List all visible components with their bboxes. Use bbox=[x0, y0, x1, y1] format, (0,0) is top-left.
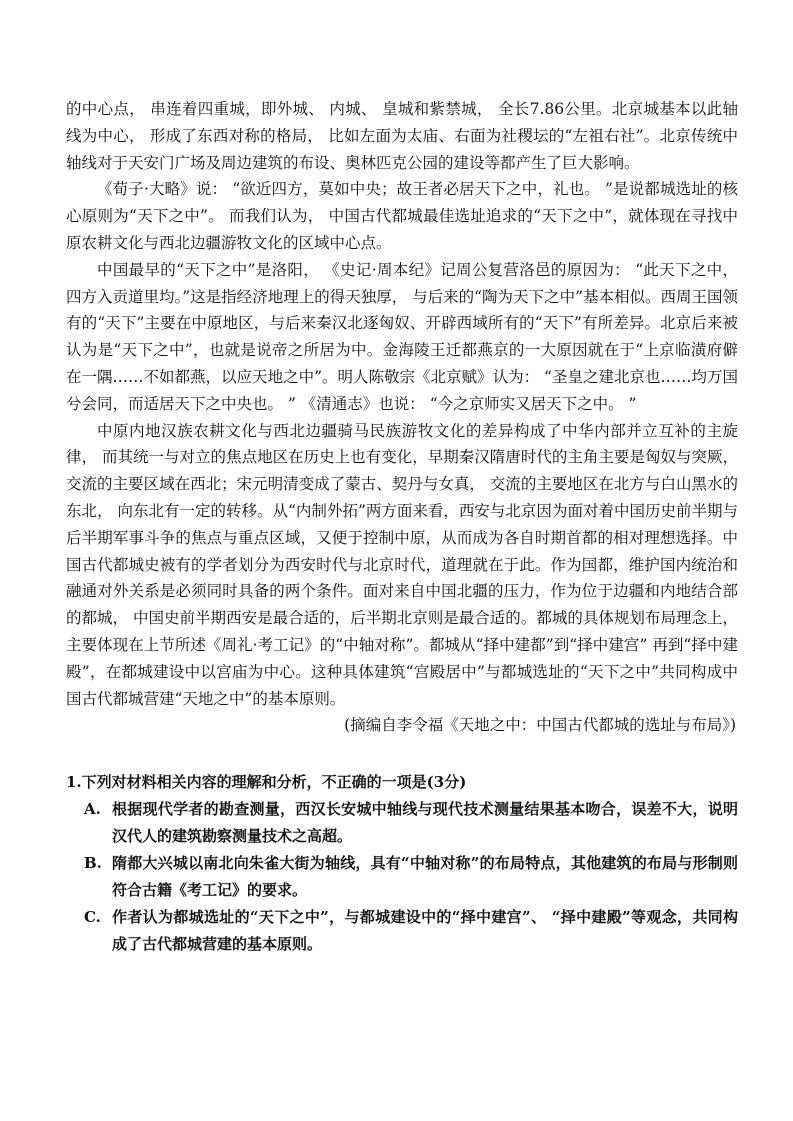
passage-paragraph-1: 的中心点， 串连着四重城，即外城、 内城、 皇城和紫禁城， 全长7.86公里。北京城基本以此轴线为中心， 形成了东西对称的格局， 比如左面为太庙、右面为社稷坛的“左祖右社”。北京传统中轴线对于天安门广场及周边建筑的布设、奥林匹克公园的建设等都产生了巨大影响。 bbox=[66, 100, 738, 172]
option-text: 隋都大兴城以南北向朱雀大街为轴线，具有“中轴对称”的布局特点，其他建筑的布局与形制则符合古籍《考工记》的要求。 bbox=[112, 854, 738, 900]
option-a[interactable] bbox=[66, 796, 738, 850]
passage-paragraph-2: 《荀子·大略》说： “欲近四方，莫如中央；故王者必居天下之中，礼也。 ”是说都城选址的核心原则为“天下之中”。 而我们认为， 中国古代都城最佳选址追求的“天下之中”，就体现在寻找中原农耕文化与西北边疆游牧文化的区域中心点。 bbox=[66, 180, 738, 252]
document-page bbox=[66, 96, 738, 958]
source-citation: (摘编自李令福《天地之中：中国古代都城的选址与布局》) bbox=[344, 716, 736, 735]
option-text: 根据现代学者的勘查测量，西汉长安城中轴线与现代技术测量结果基本吻合，误差不大，说明汉代人的建筑勘察测量技术之高超。 bbox=[112, 800, 738, 846]
option-letter: C. bbox=[84, 908, 101, 927]
question-stem: 1.下列对材料相关内容的理解和分析，不正确的一项是(3分) bbox=[66, 773, 467, 792]
option-text: 作者认为都城选址的“天下之中”，与都城建设中的“择中建宫”、 “择中建殿”等观念，共同构成了古代都城营建的基本原则。 bbox=[112, 908, 738, 954]
option-letter: A. bbox=[84, 800, 101, 819]
option-b[interactable] bbox=[66, 850, 738, 904]
passage-paragraph-4: 中原内地汉族农耕文化与西北边疆骑马民族游牧文化的差异构成了中华内部并立互补的主旋律， 而其统一与对立的焦点地区在历史上也有变化，早期秦汉隋唐时代的主角主要是匈奴与突厥， 交流的主要区域在西北；宋元明清变成了蒙古、契丹与女真， 交流的主要地区在北方与白山黑水的东北， 向东北有一定的转移。从“内制外拓”两方面来看，西安与北京因为面对着中国历史前半期与后半期军事斗争的焦点与重点区域，又便于控制中原，从而成为各自时期首都的相对理想选择。中国古代都城史被有的学者划分为西安时代与北京时代，道理就在于此。作为国都，维护国内统治和融通对外关系是必须同时具备的两个条件。面对来自中国北疆的压力，作为位于边疆和内地结合部的都城， 中国史前半期西安是最合适的，后半期北京则是最合适的。都城的具体规划布局理念上，主要体现在上节所述《周礼·考工记》的“中轴对称”。都城从“择中建都”到“择中建宫” 再到“择中建殿”，在都城建设中以宫庙为中心。这种具体建筑“宫殿居中”与都城选址的“天下之中”共同构成中国古代都城营建“天地之中”的基本原则。 bbox=[66, 421, 738, 708]
option-letter: B. bbox=[84, 854, 102, 873]
passage-paragraph-3: 中国最早的“天下之中”是洛阳， 《史记·周本纪》记周公复营洛邑的原因为： “此天下之中，四方入贡道里均。”这是指经济地理上的得天独厚， 与后来的“陶为天下之中”基本相似。西周王国领有的“天下”主要在中原地区，与后来秦汉北逐匈奴、开辟西域所有的“天下”有所差异。北京后来被认为是“天下之中”，也就是说帝之所居为中。金海陵王迁都燕京的一大原因就在于“上京临潢府僻在一隅……不如都燕，以应天地之中”。明人陈敬宗《北京赋》认为： “圣皇之建北京也……均万国兮会同，而适居天下之中央也。 ” 《清通志》也说： “今之京师实又居天下之中。 ” bbox=[66, 260, 738, 413]
option-c[interactable] bbox=[66, 904, 738, 958]
question-1 bbox=[66, 769, 738, 958]
